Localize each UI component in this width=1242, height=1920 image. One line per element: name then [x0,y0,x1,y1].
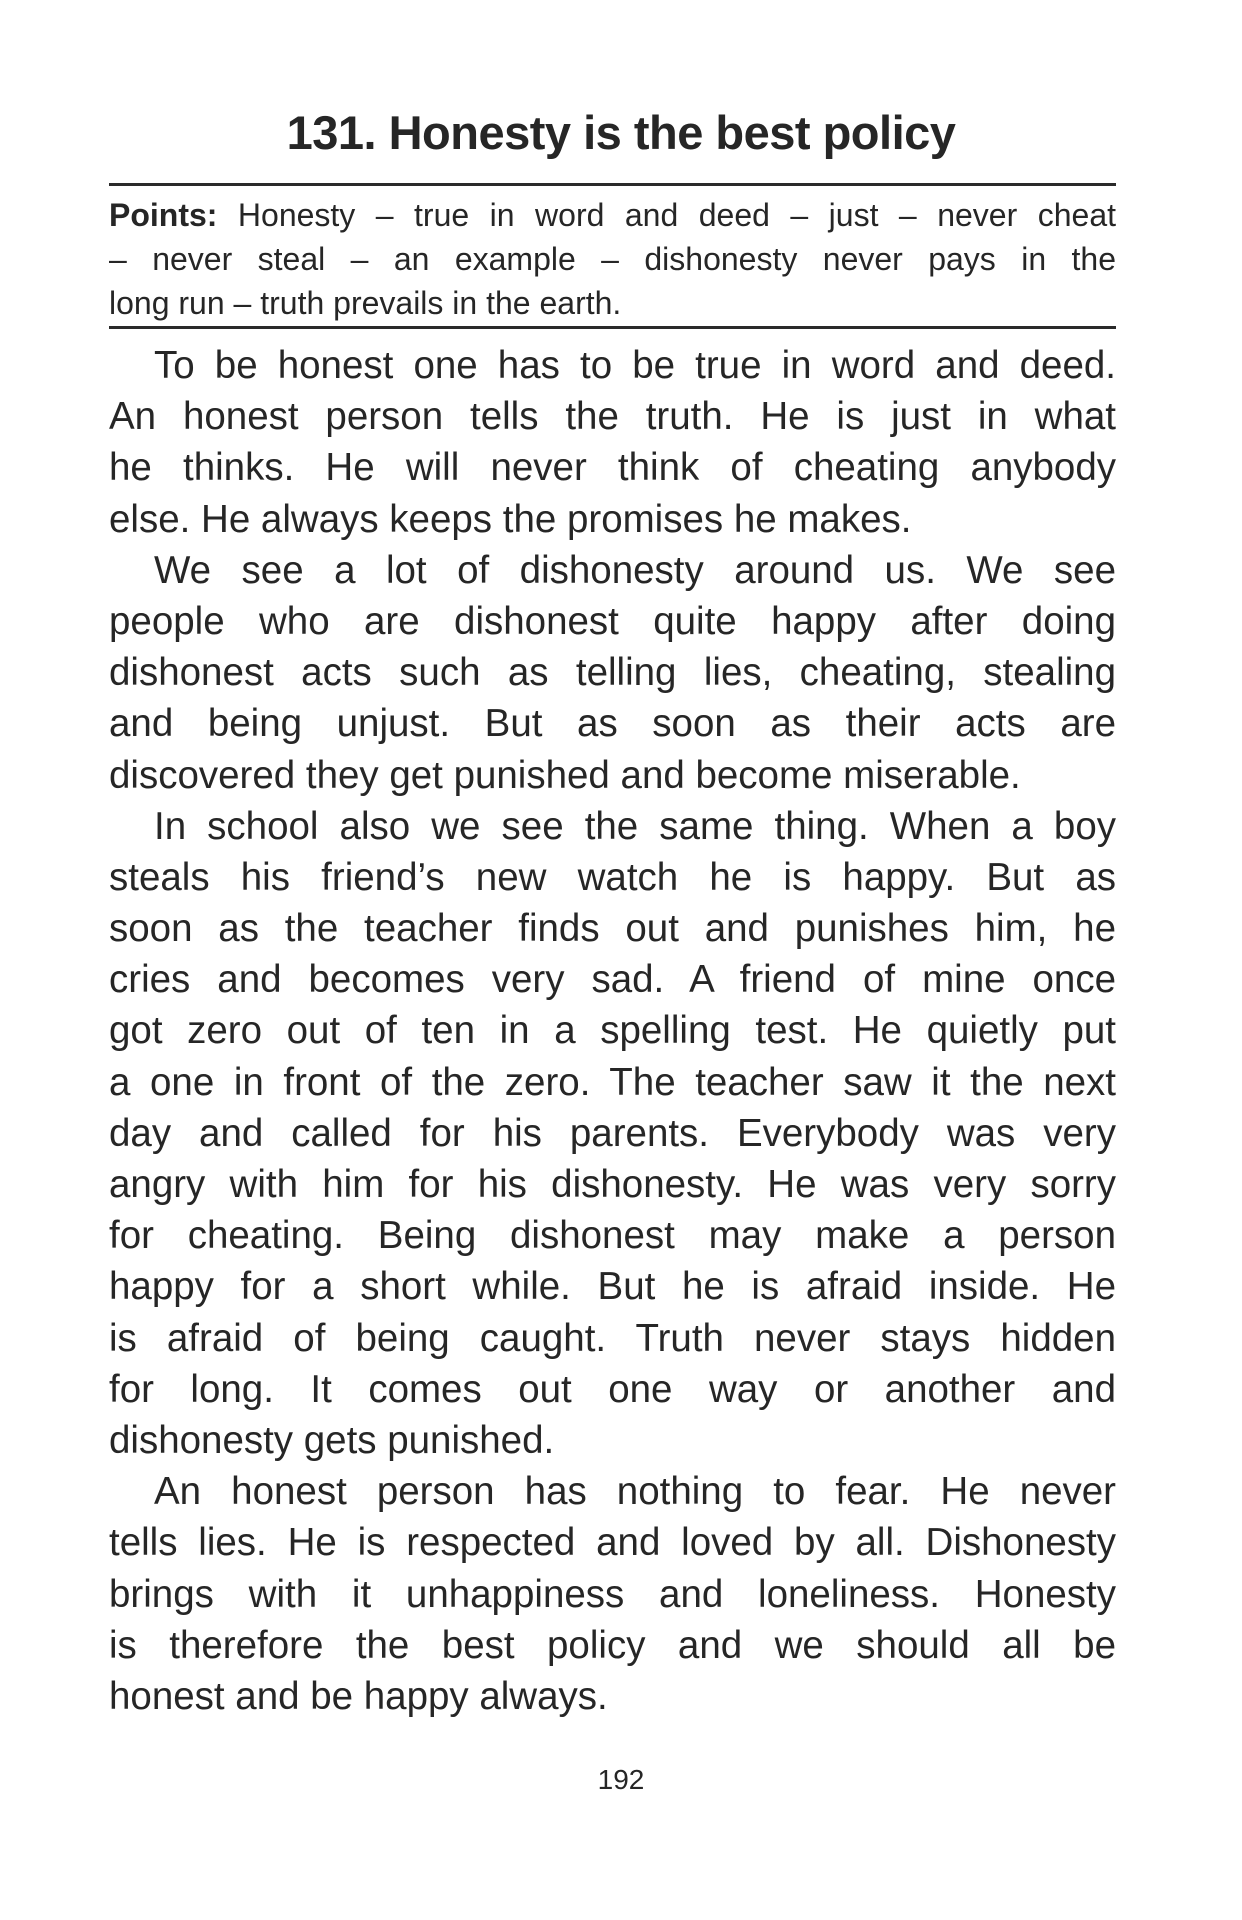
page-number: 192 [597,1764,645,1795]
text-line: soon as the teacher finds out and punishes him, he [109,907,1116,951]
text-line: happy for a short while. But he is afraid inside. He [109,1265,1116,1309]
text-line: angry with him for his dishonesty. He was very sorry [109,1163,1116,1206]
text-line: To be honest one has to be true in word and deed. [154,344,1116,387]
points-box [109,193,1116,325]
essay-body [109,340,1116,1722]
text-line: is therefore the best policy and we should all be [109,1623,1116,1667]
text-line: dishonesty gets punished. [109,1418,555,1462]
text-line: We see a lot of dishonesty around us. We see [154,548,1116,592]
text-line: for long. It comes out one way or another and [109,1367,1116,1411]
text-line: for cheating. Being dishonest may make a person [109,1214,1116,1258]
paragraph [109,801,1116,1466]
text-line: brings with it unhappiness and loneliness. Honesty [109,1572,1116,1616]
text-line: honest and be happy always. [109,1674,608,1718]
divider-top [109,183,1116,186]
text-line: and being unjust. But as soon as their acts are [109,702,1116,746]
points-label: Points: [109,197,218,233]
text-line: a one in front of the zero. The teacher saw it the next [109,1060,1116,1104]
text-line: people who are dishonest quite happy after doing [109,599,1116,643]
paragraph [109,545,1116,801]
divider-bottom [109,326,1116,329]
points-line: Points: Honesty – true in word and deed – just – never cheat [109,197,1116,233]
text-line: day and called for his parents. Everybody was very [109,1111,1116,1155]
text-line: In school also we see the same thing. When a boy [154,804,1116,848]
text-line: An honest person has nothing to fear. He never [154,1470,1116,1514]
text-line: else. He always keeps the promises he makes. [109,497,912,541]
points-line: long run – truth prevails in the earth. [109,285,622,321]
text-line: tells lies. He is respected and loved by all. Dishonesty [109,1521,1116,1565]
points-line: – never steal – an example – dishonesty never pays in the [109,241,1116,277]
text-line: is afraid of being caught. Truth never stays hidden [109,1316,1116,1360]
paragraph [109,1466,1116,1722]
text-line: he thinks. He will never think of cheating anybody [109,446,1116,490]
text-line: discovered they get punished and become miserable. [109,753,1021,797]
text-line: cries and becomes very sad. A friend of mine once [109,958,1116,1002]
text-line: An honest person tells the truth. He is just in what [109,395,1116,439]
text-line: got zero out of ten in a spelling test. He quietly put [109,1009,1116,1053]
paragraph [109,340,1116,545]
text-line: steals his friend’s new watch he is happy. But as [109,855,1116,899]
text-line: dishonest acts such as telling lies, cheating, stealing [109,651,1116,695]
page-title: 131. Honesty is the best policy [286,106,956,159]
